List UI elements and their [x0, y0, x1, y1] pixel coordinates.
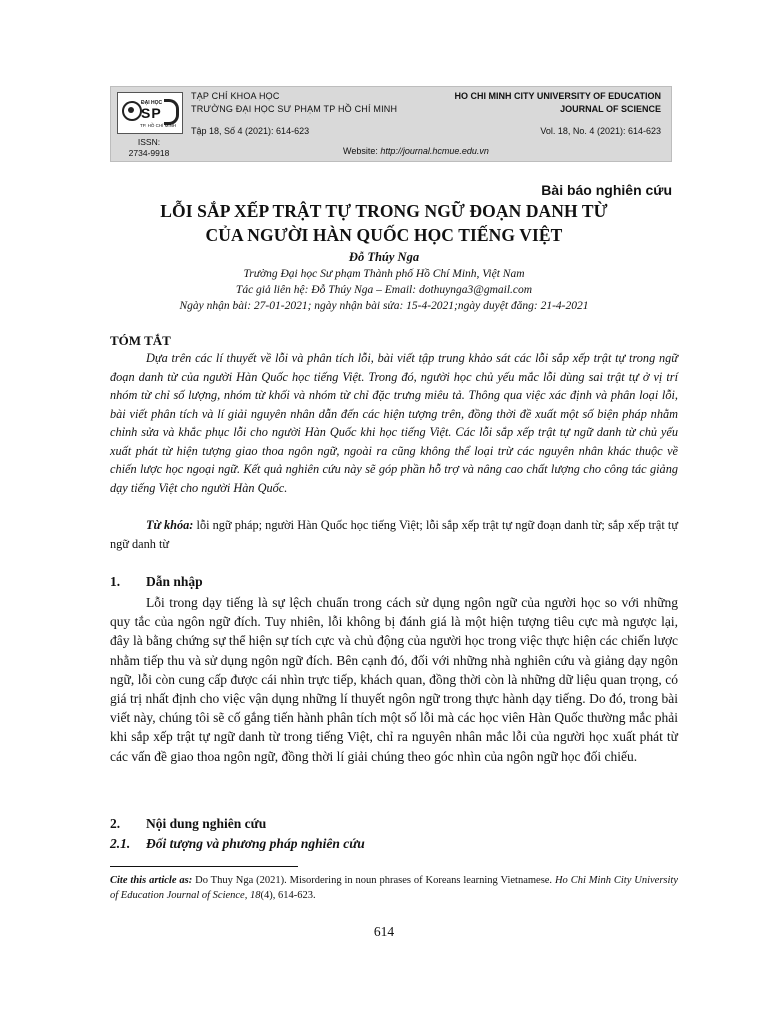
logo-top-text: ĐẠI HỌC — [141, 100, 163, 106]
keywords — [110, 516, 678, 553]
keywords-text: lỗi ngữ pháp; người Hàn Quốc học tiếng Việt; lỗi sắp xếp trật tự ngữ đoạn danh từ; sắp xếp trật tự ngữ danh từ — [110, 518, 678, 551]
footnote-rule — [110, 866, 298, 867]
cite-label: Cite this article as: — [110, 875, 193, 886]
intro-paragraph: Lỗi trong dạy tiếng là sự lệch chuẩn trong cách sử dụng ngôn ngữ của người học so với những quy tắc của ngôn ngữ đích. Tuy nhiên, lỗi không bị đánh giá là một hiện tượng tiêu cực mà ngược lại, đây là bằng chứng sự thể hiện sự tích cực và chủ động của người học trong việc thực hiện các chiến lược nhằm tiếp thu và sử dụng ngôn ngữ đích. Bên cạnh đó, đối với những nhà nghiên cứu và giảng dạy ngôn ngữ, lỗi còn cung cấp được cái nhìn trực tiếp, khách quan, đồng thời còn là những dữ liệu quan trọng, có giá trị nhất định cho việc vận dụng những lí thuyết ngôn ngữ trong thực hành dạy tiếng. Do đó, trong bài viết này, chúng tôi sẽ cố gắng tiến hành phân tích một số lỗi mà các học viên Hàn Quốc thường mắc phải khi sắp xếp trật tự ngữ danh từ trong tiếng Việt, chỉ ra nguyên nhân mắc lỗi của người học xuất phát từ các vấn đề giao thoa ngôn ngữ, đồng thời lí giải chúng theo góc nhìn của ngôn ngữ học đối chiếu. — [110, 595, 678, 764]
article-type: Bài báo nghiên cứu — [541, 182, 672, 198]
author-affiliation: Trường Đại học Sư phạm Thành phố Hồ Chí Minh, Việt Nam — [243, 268, 525, 280]
website-label: Website: — [343, 146, 378, 156]
author-name: Đỗ Thúy Nga — [348, 250, 420, 264]
section-heading-intro — [110, 574, 203, 590]
journal-name-vn: TẠP CHÍ KHOA HỌC — [191, 91, 280, 101]
issn-label: ISSN: — [137, 137, 161, 147]
corresponding-author: Tác giả liên hệ: Đỗ Thúy Nga – Email: dothuynga3@gmail.com — [235, 284, 533, 296]
issue-info-en: Vol. 18, No. 4 (2021): 614-623 — [540, 126, 661, 136]
section-title: Nội dung nghiên cứu — [146, 816, 267, 831]
keywords-label: Từ khóa: — [146, 518, 194, 532]
logo-main-text: SP — [141, 105, 162, 121]
subsection-heading — [110, 836, 365, 852]
submission-dates: Ngày nhận bài: 27-01-2021; ngày nhận bài sửa: 15-4-2021;ngày duyệt đăng: 21-4-2021 — [179, 300, 589, 312]
logo-bottom-text: TP. HỒ CHÍ MINH — [140, 123, 177, 128]
cite-journal: Ho Chi Minh City University of Education Journal of Science, 18 — [110, 875, 678, 901]
issn-number: 2734-9918 — [128, 148, 170, 158]
university-logo — [117, 92, 183, 134]
article-title-line2: CỦA NGƯỜI HÀN QUỐC HỌC TIẾNG VIỆT — [205, 225, 563, 245]
section-heading-content — [110, 816, 266, 832]
section-number: 1. — [110, 574, 121, 589]
journal-header — [110, 86, 672, 162]
citation-footnote — [110, 873, 678, 903]
article-title-line1: LỖI SẮP XẾP TRẬT TỰ TRONG NGỮ ĐOẠN DANH TỪ — [160, 201, 608, 221]
cite-text: Do Thuy Nga (2021). Misordering in noun phrases of Koreans learning Vietnamese. — [192, 875, 555, 886]
issue-info-vn: Tập 18, Số 4 (2021): 614-623 — [191, 126, 310, 136]
journal-name-en: JOURNAL OF SCIENCE — [560, 104, 661, 114]
subsection-number: 2.1. — [110, 836, 131, 851]
issn — [117, 137, 181, 159]
section-title: Dẫn nhập — [146, 574, 203, 589]
subsection-title: Đối tượng và phương pháp nghiên cứu — [146, 836, 365, 851]
page-number: 614 — [373, 924, 395, 939]
section-number: 2. — [110, 816, 121, 831]
university-name-vn: TRƯỜNG ĐẠI HỌC SƯ PHẠM TP HỒ CHÍ MINH — [191, 104, 398, 114]
university-name-en: HO CHI MINH CITY UNIVERSITY OF EDUCATION — [454, 91, 661, 101]
logo-arc-icon — [164, 99, 179, 125]
website-link[interactable]: http://journal.hcmue.edu.vn — [380, 146, 489, 156]
website — [343, 146, 489, 156]
cite-pages: (4), 614-623. — [260, 890, 316, 901]
abstract-text: Dựa trên các lí thuyết về lỗi và phân tích lỗi, bài viết tập trung khảo sát các lỗi sắp xếp trật tự trong ngữ đoạn danh từ của người Hàn Quốc học tiếng Việt. Trong đó, người học chủ yếu mắc lỗi dùng sai trật tự ở vị trí nhóm từ chỉ số lượng, nhóm từ khối và nhóm từ chỉ đặc trưng miêu tả. Thông qua việc xác định và phân loại lỗi, bài viết phân tích và lí giải nguyên nhân dẫn đến các hiện tượng trên, đồng thời đề xuất một số biện pháp nhằm chỉnh sửa và khắc phục lỗi cho người Hàn Quốc khi học tiếng Việt. Các lỗi sắp xếp trật tự ngữ danh từ chủ yếu xuất phát từ hiện tượng giao thoa ngôn ngữ, ngoài ra cũng không thể loại trừ các nguyên nhân khác thuộc về chiến lược học ngoại ngữ. Kết quả nghiên cứu này sẽ góp phần hỗ trợ và nâng cao chất lượng cho công tác giảng dạy tiếng Việt cho người Hàn Quốc. — [110, 351, 678, 495]
abstract-heading: TÓM TẮT — [110, 333, 171, 348]
seal-icon — [122, 101, 142, 121]
